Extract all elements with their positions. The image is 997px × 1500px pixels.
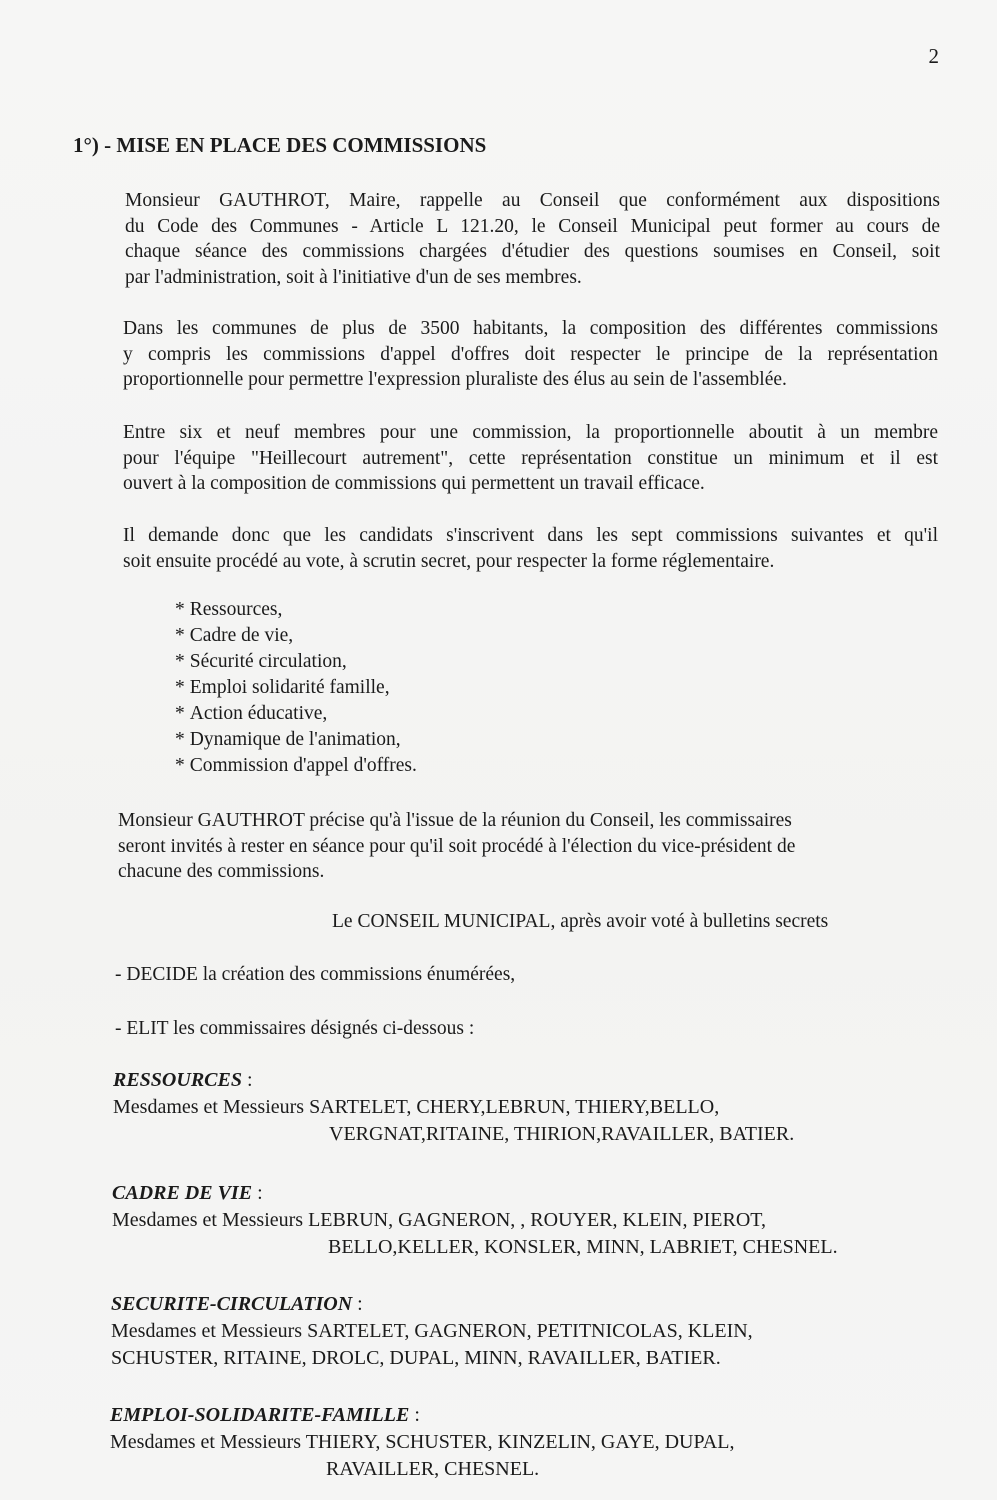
paragraph-line: du Code des Communes - Article L 121.20, le Conseil Municipal peut former au cours de (125, 215, 940, 237)
asterisk-bullet-icon: * (175, 625, 185, 646)
asterisk-bullet-icon: * (175, 703, 185, 724)
paragraph-members (123, 420, 938, 497)
paragraph-line: pour l'équipe "Heillecourt autrement", cette représentation constitue un minimum et il est (123, 447, 938, 469)
paragraph-line: par l'administration, soit à l'initiative d'un de ses membres. (125, 266, 582, 288)
commission-list-item: * Commission d'appel d'offres. (175, 755, 417, 776)
paragraph-line: Monsieur GAUTHROT, Maire, rappelle au Conseil que conformément aux dispositions (125, 190, 940, 211)
commission-list-item: * Action éducative, (175, 703, 328, 724)
paragraph-line: proportionnelle pour permettre l'expression pluraliste des élus au sein de l'assemblée. (123, 369, 787, 390)
commission-list-item: * Cadre de vie, (175, 625, 294, 646)
paragraph-line: Il demande donc que les candidats s'inscrivent dans les sept commissions suivantes et qu'il (123, 525, 938, 546)
commission-members: BELLO,KELLER, KONSLER, MINN, LABRIET, CHESNEL. (328, 1236, 838, 1258)
commission-members: SCHUSTER, RITAINE, DROLC, DUPAL, MINN, RAVAILLER, BATIER. (111, 1347, 721, 1369)
asterisk-bullet-icon: * (175, 651, 185, 672)
commission-ressources: RESSOURCES : Mesdames et Messieurs SARTELET, CHERY,LEBRUN, THIERY,BELLO, VERGNAT,RITAINE, THIRION,RAVAILLER, BATIER. (113, 1067, 794, 1148)
commission-list-item: * Emploi solidarité famille, (175, 677, 390, 698)
commission-members: Mesdames et Messieurs SARTELET, CHERY,LEBRUN, THIERY,BELLO, (113, 1096, 720, 1118)
commission-emploi-solidarite-famille: EMPLOI-SOLIDARITE-FAMILLE : Mesdames et Messieurs THIERY, SCHUSTER, KINZELIN, GAYE, DUPAL, RAVAILLER, CHESNEL. (110, 1402, 734, 1483)
paragraph-request (123, 523, 938, 574)
paragraph-line: chacune des commissions. (118, 861, 325, 882)
asterisk-bullet-icon: * (175, 729, 185, 750)
commission-title: EMPLOI-SOLIDARITE-FAMILLE (110, 1404, 410, 1426)
decision-elect: - ELIT les commissaires désignés ci-dessous : (115, 1018, 475, 1039)
paragraph-line: seront invités à rester en séance pour qu'il soit procédé à l'élection du vice-président de (118, 835, 796, 857)
commission-members: VERGNAT,RITAINE, THIRION,RAVAILLER, BATIER. (329, 1123, 795, 1145)
paragraph-line: soit ensuite procédé au vote, à scrutin secret, pour respecter la forme réglementaire. (123, 550, 775, 572)
paragraph-line: Entre six et neuf membres pour une commission, la proportionnelle aboutit à un membre (123, 422, 938, 443)
commission-members: Mesdames et Messieurs THIERY, SCHUSTER, KINZELIN, GAYE, DUPAL, (110, 1431, 735, 1453)
council-vote-statement: Le CONSEIL MUNICIPAL, après avoir voté à bulletins secrets (332, 911, 829, 932)
section-title: 1°) - MISE EN PLACE DES COMMISSIONS (73, 133, 487, 157)
commission-members: RAVAILLER, CHESNEL. (326, 1458, 540, 1480)
commission-members: Mesdames et Messieurs LEBRUN, GAGNERON, , ROUYER, KLEIN, PIEROT, (112, 1209, 767, 1231)
commission-list-item: * Sécurité circulation, (175, 651, 347, 672)
paragraph-proportional (123, 316, 938, 393)
paragraph-line: ouvert à la composition de commissions qui permettent un travail efficace. (123, 473, 705, 494)
page-number: 2 (928, 44, 939, 68)
commission-title: RESSOURCES (113, 1069, 242, 1091)
commission-list-item: * Ressources, (175, 599, 283, 620)
asterisk-bullet-icon: * (175, 599, 185, 620)
paragraph-intro (125, 188, 940, 290)
commission-securite-circulation: SECURITE-CIRCULATION : Mesdames et Messieurs SARTELET, GAGNERON, PETITNICOLAS, KLEIN, SCHUSTER, RITAINE, DROLC, DUPAL, MINN, RAVAILLER, BATIER. (111, 1291, 753, 1372)
paragraph-line: chaque séance des commissions chargées d'étudier des questions soumises en Conseil, soit (125, 241, 940, 262)
commission-cadre-de-vie: CADRE DE VIE : Mesdames et Messieurs LEBRUN, GAGNERON, , ROUYER, KLEIN, PIEROT, BELLO,KELLER, KONSLER, MINN, LABRIET, CHESNEL. (112, 1180, 838, 1261)
commission-title: SECURITE-CIRCULATION (111, 1293, 353, 1315)
asterisk-bullet-icon: * (175, 755, 185, 776)
paragraph-line: Monsieur GAUTHROT précise qu'à l'issue de la réunion du Conseil, les commissaires (118, 810, 792, 831)
commission-members: Mesdames et Messieurs SARTELET, GAGNERON, PETITNICOLAS, KLEIN, (111, 1320, 753, 1342)
paragraph-vice-president (118, 808, 898, 885)
asterisk-bullet-icon: * (175, 677, 185, 698)
decision-create: - DECIDE la création des commissions énumérées, (115, 964, 516, 985)
commission-title: CADRE DE VIE (112, 1182, 253, 1204)
commission-list (175, 597, 417, 779)
paragraph-line: Dans les communes de plus de 3500 habitants, la composition des différentes commissions (123, 318, 938, 339)
paragraph-line: y compris les commissions d'appel d'offres doit respecter le principe de la représentation (123, 343, 938, 365)
commission-list-item: * Dynamique de l'animation, (175, 729, 401, 750)
